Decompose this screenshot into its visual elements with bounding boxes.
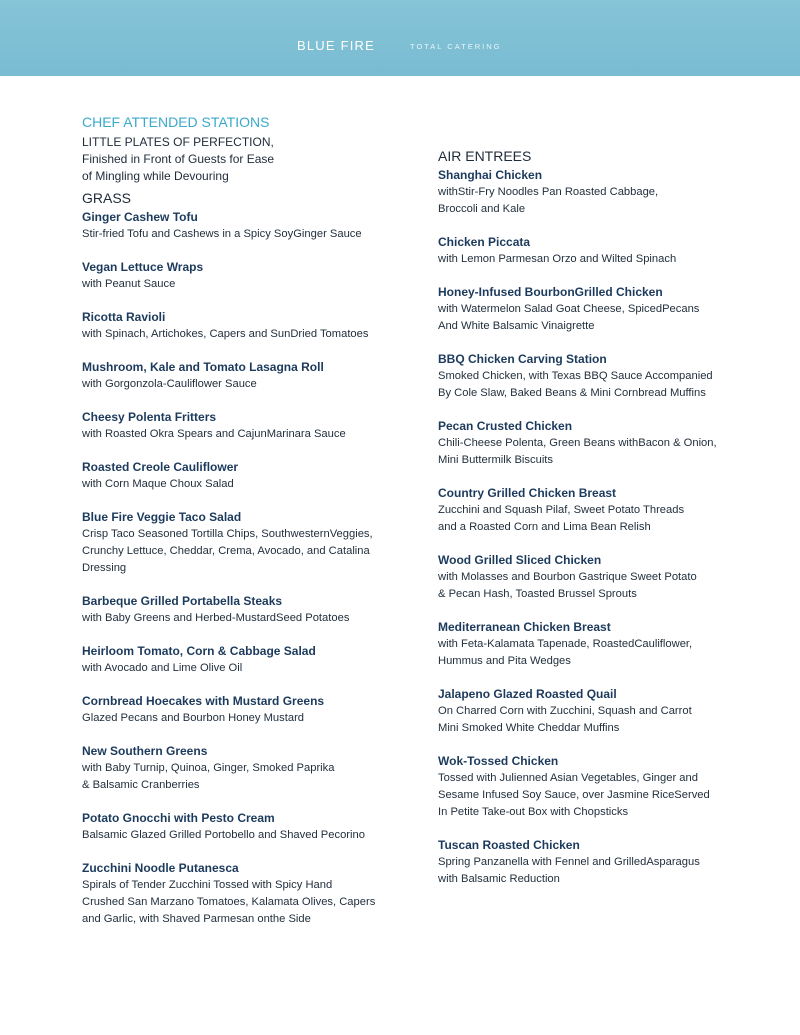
section-title: CHEF ATTENDED STATIONS xyxy=(82,114,270,130)
menu-item xyxy=(82,209,412,243)
menu-item-name: Jalapeno Glazed Roasted Quail xyxy=(438,687,617,701)
menu-item-name: Zucchini Noodle Putanesca xyxy=(82,861,239,875)
intro-line: Finished in Front of Guests for Ease xyxy=(82,152,275,166)
menu-item-name: New Southern Greens xyxy=(82,744,208,758)
menu-item-description: with Corn Maque Choux Salad xyxy=(82,478,234,490)
menu-item-description: with Watermelon Salad Goat Cheese, SpicedPecans xyxy=(438,303,700,315)
menu-item-name: Wood Grilled Sliced Chicken xyxy=(438,553,602,567)
menu-item xyxy=(82,509,412,577)
menu-item-description: & Balsamic Cranberries xyxy=(82,779,200,791)
menu-item-description: Smoked Chicken, with Texas BBQ Sauce Accompanied xyxy=(438,370,713,382)
menu-item-description: Spring Panzanella with Fennel and GrilledAsparagus xyxy=(438,856,700,868)
menu-item-description: Spirals of Tender Zucchini Tossed with Spicy Hand xyxy=(82,879,333,891)
menu-item-description: On Charred Corn with Zucchini, Squash and Carrot xyxy=(438,705,692,717)
menu-item xyxy=(82,743,412,794)
brand-tagline: TOTAL CATERING xyxy=(410,42,502,51)
menu-item-description: with Lemon Parmesan Orzo and Wilted Spinach xyxy=(438,253,677,265)
menu-item-name: Shanghai Chicken xyxy=(438,168,543,182)
menu-item-description: Balsamic Glazed Grilled Portobello and Shaved Pecorino xyxy=(82,829,365,841)
menu-item-description: with Balsamic Reduction xyxy=(438,873,560,885)
menu-item-description: and Garlic, with Shaved Parmesan onthe Side xyxy=(82,913,311,925)
menu-item xyxy=(438,485,768,536)
menu-item-name: Heirloom Tomato, Corn & Cabbage Salad xyxy=(82,644,316,658)
menu-item-description: with Roasted Okra Spears and CajunMarinara Sauce xyxy=(82,428,346,440)
menu-item-name: Mushroom, Kale and Tomato Lasagna Roll xyxy=(82,360,324,374)
menu-item xyxy=(438,619,768,670)
menu-item-name: Ricotta Ravioli xyxy=(82,310,166,324)
menu-item-description: with Feta-Kalamata Tapenade, RoastedCauliflower, xyxy=(438,638,693,650)
intro-line: of Mingling while Devouring xyxy=(82,169,229,183)
menu-item-description: Crisp Taco Seasoned Tortilla Chips, SouthwesternVeggies, xyxy=(82,528,373,540)
menu-item-name: Barbeque Grilled Portabella Steaks xyxy=(82,594,283,608)
menu-item-name: Vegan Lettuce Wraps xyxy=(82,260,204,274)
menu-item-name: Cornbread Hoecakes with Mustard Greens xyxy=(82,694,325,708)
menu-item-description: with Baby Turnip, Quinoa, Ginger, Smoked Paprika xyxy=(82,762,335,774)
menu-item-description: In Petite Take-out Box with Chopsticks xyxy=(438,806,629,818)
menu-item xyxy=(82,309,412,343)
menu-item-name: Roasted Creole Cauliflower xyxy=(82,460,239,474)
menu-item-description: Chili-Cheese Polenta, Green Beans withBacon & Onion, xyxy=(438,437,717,449)
menu-item xyxy=(82,259,412,293)
menu-item xyxy=(438,837,768,888)
menu-item xyxy=(82,810,412,844)
menu-item-name: Cheesy Polenta Fritters xyxy=(82,410,217,424)
menu-item-description: Mini Buttermilk Biscuits xyxy=(438,454,554,466)
menu-item-description: & Pecan Hash, Toasted Brussel Sprouts xyxy=(438,588,637,600)
menu-item xyxy=(82,409,412,443)
air-entrees-menu-list xyxy=(438,167,768,888)
menu-item xyxy=(82,643,412,677)
menu-item xyxy=(82,693,412,727)
menu-item xyxy=(438,753,768,821)
menu-item-name: Pecan Crusted Chicken xyxy=(438,419,573,433)
brand-name: BLUE FIRE xyxy=(297,38,375,53)
menu-item-description: Crunchy Lettuce, Cheddar, Crema, Avocado, and Catalina xyxy=(82,545,370,557)
header-banner xyxy=(0,0,800,76)
menu-item-description: By Cole Slaw, Baked Beans & Mini Cornbread Muffins xyxy=(438,387,706,399)
menu-item-description: with Molasses and Bourbon Gastrique Sweet Potato xyxy=(438,571,697,583)
menu-item-description: Mini Smoked White Cheddar Muffins xyxy=(438,722,620,734)
menu-item-description: Crushed San Marzano Tomatoes, Kalamata Olives, Capers xyxy=(82,896,376,908)
menu-item-description: Broccoli and Kale xyxy=(438,203,526,215)
menu-item xyxy=(438,284,768,335)
menu-item xyxy=(82,860,412,928)
menu-item-description: with Baby Greens and Herbed-MustardSeed Potatoes xyxy=(82,612,350,624)
menu-item-description: Sesame Infused Soy Sauce, over Jasmine RiceServed xyxy=(438,789,710,801)
menu-item-description: with Avocado and Lime Olive Oil xyxy=(82,662,243,674)
menu-item xyxy=(438,351,768,402)
menu-item-name: Mediterranean Chicken Breast xyxy=(438,620,611,634)
right-column xyxy=(438,147,768,904)
menu-item-description: And White Balsamic Vinaigrette xyxy=(438,320,595,332)
menu-item-description: with Gorgonzola-Cauliflower Sauce xyxy=(82,378,257,390)
menu-item-name: Ginger Cashew Tofu xyxy=(82,210,198,224)
menu-item-name: Country Grilled Chicken Breast xyxy=(438,486,617,500)
menu-item-name: Honey-Infused BourbonGrilled Chicken xyxy=(438,285,663,299)
menu-item-description: with Spinach, Artichokes, Capers and SunDried Tomatoes xyxy=(82,328,369,340)
menu-item-description: Hummus and Pita Wedges xyxy=(438,655,571,667)
menu-item-description: Stir-fried Tofu and Cashews in a Spicy SoyGinger Sauce xyxy=(82,228,362,240)
intro-line: LITTLE PLATES OF PERFECTION, xyxy=(82,135,274,149)
grass-menu-list xyxy=(82,209,412,928)
menu-item xyxy=(82,459,412,493)
menu-item xyxy=(438,552,768,603)
menu-item xyxy=(438,234,768,268)
menu-item-description: Tossed with Julienned Asian Vegetables, Ginger and xyxy=(438,772,698,784)
menu-item-description: Glazed Pecans and Bourbon Honey Mustard xyxy=(82,712,305,724)
menu-item-name: BBQ Chicken Carving Station xyxy=(438,352,607,366)
menu-item-description: Zucchini and Squash Pilaf, Sweet Potato Threads xyxy=(438,504,685,516)
menu-item-name: Tuscan Roasted Chicken xyxy=(438,838,580,852)
grass-subhead: GRASS xyxy=(82,190,132,206)
menu-item-description: Dressing xyxy=(82,562,127,574)
menu-item-description: and a Roasted Corn and Lima Bean Relish xyxy=(438,521,651,533)
left-column xyxy=(82,114,412,944)
menu-item xyxy=(82,359,412,393)
menu-item-name: Potato Gnocchi with Pesto Cream xyxy=(82,811,275,825)
air-entrees-subhead: AIR ENTREES xyxy=(438,148,532,164)
menu-item xyxy=(438,167,768,218)
menu-item xyxy=(438,686,768,737)
menu-item-name: Blue Fire Veggie Taco Salad xyxy=(82,510,242,524)
menu-item xyxy=(82,593,412,627)
menu-item-description: with Peanut Sauce xyxy=(82,278,176,290)
menu-item-description: withStir-Fry Noodles Pan Roasted Cabbage, xyxy=(438,186,659,198)
menu-item-name: Chicken Piccata xyxy=(438,235,531,249)
menu-item-name: Wok-Tossed Chicken xyxy=(438,754,559,768)
menu-item xyxy=(438,418,768,469)
